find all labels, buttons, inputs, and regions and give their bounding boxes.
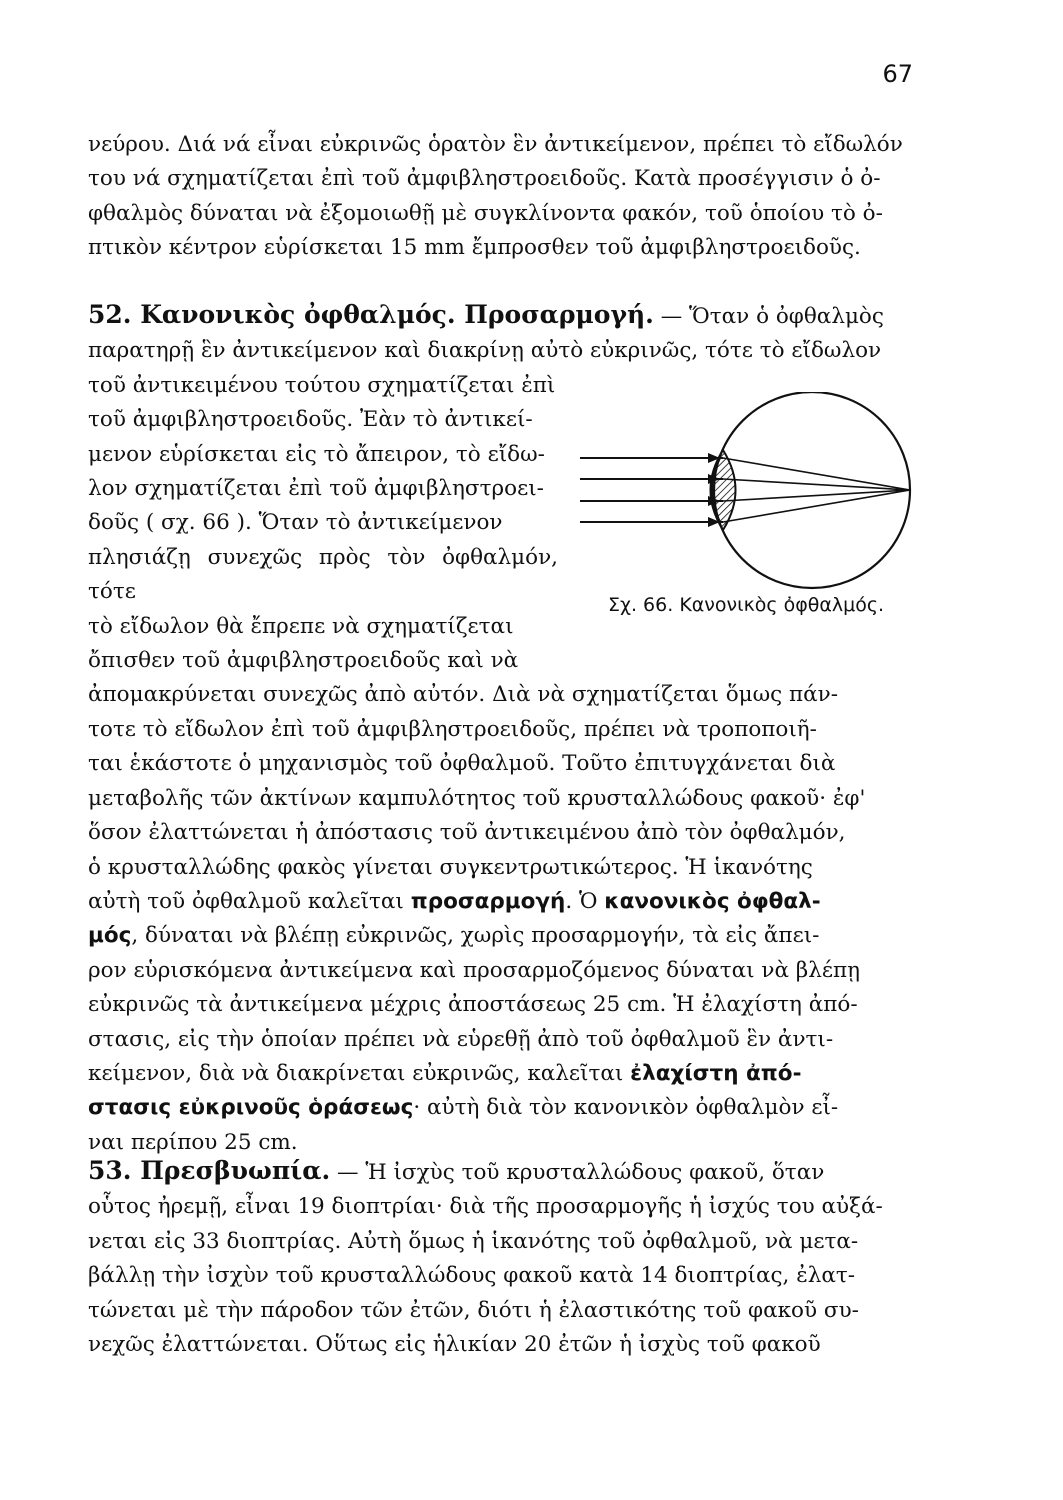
text-run: · αὐτὴ διὰ τὸν κανονικὸν ὀφθαλμὸν εἶ- bbox=[413, 1095, 839, 1121]
text-run: — Ἡ ἰσχὺς τοῦ κρυσταλλώδους φακοῦ, ὅταν bbox=[330, 1160, 825, 1185]
text-line: ρον εὑρισκόμενα ἀντικείμενα καὶ προσαρμοζόμενος δύναται νὰ βλέπῃ bbox=[88, 957, 861, 983]
term-min-distance: ἐλαχίστη ἀπό- bbox=[630, 1060, 802, 1086]
text-line: μεταβολῆς τῶν ἀκτίνων καμπυλότητος τοῦ κρυσταλλώδους φακοῦ· ἐφ' bbox=[88, 785, 866, 811]
term-normal-eye: κανονικὸς ὀφθαλ- bbox=[604, 888, 821, 914]
text-line: παρατηρῇ ἓν ἀντικείμενον καὶ διακρίνῃ αὐτὸ εὐκρινῶς, τότε τὸ εἴδωλον bbox=[88, 338, 882, 364]
section-53 bbox=[88, 1154, 916, 1362]
text-line: τοῦ ἀμφιβληστροειδοῦς. Ἐὰν τὸ ἀντικεί- bbox=[88, 407, 533, 433]
text-line: του νά σχηματίζεται ἐπὶ τοῦ ἀμφιβληστροειδοῦς. Κατὰ προσέγγισιν ὁ ὀ- bbox=[88, 166, 881, 192]
text-line: ὅσον ἐλαττώνεται ἡ ἀπόστασις τοῦ ἀντικειμένου ἀπὸ τὸν ὀφθαλμόν, bbox=[88, 820, 846, 846]
text-run: . Ὁ bbox=[565, 888, 605, 914]
text-line bbox=[88, 1057, 916, 1091]
text-line bbox=[88, 919, 916, 953]
text-line: στασις, εἰς τὴν ὁποίαν πρέπει νὰ εὑρεθῇ ἀπὸ τοῦ ὀφθαλμοῦ ἓν ἀντι- bbox=[88, 1026, 834, 1052]
crystalline-lens bbox=[711, 450, 736, 530]
text-line: δοῦς ( σχ. 66 ). Ὅταν τὸ ἀντικείμενον bbox=[88, 510, 503, 536]
text-line: νεύρου. Διά νά εἶναι εὐκρινῶς ὁρατὸν ἓν ἀντικείμενον, πρέπει τὸ εἴδωλόν bbox=[88, 132, 903, 157]
term-normal-eye-end: μός bbox=[88, 923, 132, 949]
text-line: ὄπισθεν τοῦ ἀμφιβληστροειδοῦς καὶ νὰ bbox=[88, 648, 519, 674]
section-53-heading: 53. Πρεσβυωπία. bbox=[88, 1156, 331, 1185]
text-line: ναι περίπου 25 cm. bbox=[88, 1129, 298, 1155]
text-run: αὐτὴ τοῦ ὀφθαλμοῦ καλεῖται bbox=[88, 888, 411, 914]
figure-caption: Σχ. 66. Κανονικὸς ὀφθαλμός. bbox=[608, 594, 885, 616]
page-number: 67 bbox=[882, 60, 913, 88]
eye-diagram-figure bbox=[580, 392, 920, 622]
text-line: τὸ εἴδωλον θὰ ἔπρεπε νὰ σχηματίζεται bbox=[88, 613, 514, 639]
text-line: νεται εἰς 33 διοπτρίας. Αὐτὴ ὅμως ἡ ἱκανότης τοῦ ὀφθαλμοῦ, νὰ μετα- bbox=[88, 1228, 859, 1254]
text-line: τοῦ ἀντικειμένου τούτου σχηματίζεται ἐπὶ bbox=[88, 372, 556, 398]
section-52-heading: 52. Κανονικὸς ὀφθαλμός. Προσαρμογή. bbox=[88, 300, 654, 329]
section-53-first-line bbox=[88, 1154, 916, 1190]
text-line: τοτε τὸ εἴδωλον ἐπὶ τοῦ ἀμφιβληστροειδοῦς, πρέπει νὰ τροποποιῆ- bbox=[88, 716, 817, 742]
text-line: βάλλῃ τὴν ἰσχὺν τοῦ κρυσταλλώδους φακοῦ κατὰ 14 διοπτρίας, ἐλατ- bbox=[88, 1263, 856, 1289]
term-min-distance-end: στασις εὐκρινοῦς ὁράσεως bbox=[88, 1095, 414, 1121]
text-line: νεχῶς ἐλαττώνεται. Οὕτως εἰς ἡλικίαν 20 ἐτῶν ἡ ἰσχὺς τοῦ φακοῦ bbox=[88, 1332, 821, 1358]
text-line: ται ἑκάστοτε ὁ μηχανισμὸς τοῦ ὀφθαλμοῦ. Τοῦτο ἐπιτυγχάνεται διὰ bbox=[88, 751, 836, 777]
text-line: ὁ κρυσταλλώδης φακὸς γίνεται συγκεντρωτικώτερος. Ἡ ἱκανότης bbox=[88, 854, 813, 880]
text-line bbox=[88, 1091, 916, 1125]
text-line: πτικὸν κέντρον εὑρίσκεται 15 mm ἔμπροσθεν τοῦ ἀμφιβληστροειδοῦς. bbox=[88, 235, 861, 261]
text-line: οὗτος ἠρεμῇ, εἶναι 19 διοπτρίαι· διὰ τῆς προσαρμογῆς ἡ ἰσχύς του αὐξά- bbox=[88, 1194, 883, 1220]
light-rays bbox=[580, 453, 910, 527]
text-line: φθαλμὸς δύναται νὰ ἐξομοιωθῇ μὲ συγκλίνοντα φακόν, τοῦ ὁποίου τὸ ὀ- bbox=[88, 200, 883, 226]
text-run: — Ὅταν ὁ ὀφθαλμὸς bbox=[653, 304, 884, 329]
eyeball-circle bbox=[714, 392, 910, 588]
eye-diagram bbox=[580, 392, 920, 592]
text-line: λον σχηματίζεται ἐπὶ τοῦ ἀμφιβληστροει- bbox=[88, 476, 544, 502]
text-line bbox=[88, 885, 916, 919]
intro-paragraph bbox=[88, 128, 916, 266]
text-run: κείμενον, διὰ νὰ διακρίνεται εὐκρινῶς, καλεῖται bbox=[88, 1060, 631, 1086]
text-line: τώνεται μὲ τὴν πάροδον τῶν ἐτῶν, διότι ἡ ἐλαστικότης τοῦ φακοῦ συ- bbox=[88, 1297, 859, 1323]
section-52-first-line bbox=[88, 298, 916, 334]
text-line: πλησιάζῃ συνεχῶς πρὸς τὸν ὀφθαλμόν, τότε bbox=[88, 544, 558, 605]
term-accommodation: προσαρμογή bbox=[410, 888, 566, 914]
text-line: μενον εὑρίσκεται εἰς τὸ ἄπειρον, τὸ εἴδω- bbox=[88, 441, 545, 467]
text-run: , δύναται νὰ βλέπῃ εὐκρινῶς, χωρὶς προσαρμογήν, τὰ εἰς ἄπει- bbox=[131, 923, 820, 949]
text-line: εὐκρινῶς τὰ ἀντικείμενα μέχρις ἀποστάσεως 25 cm. Ἡ ἐλαχίστη ἀπό- bbox=[88, 992, 858, 1018]
text-line: ἀπομακρύνεται συνεχῶς ἀπὸ αὐτόν. Διὰ νὰ σχηματίζεται ὅμως πάν- bbox=[88, 682, 839, 708]
